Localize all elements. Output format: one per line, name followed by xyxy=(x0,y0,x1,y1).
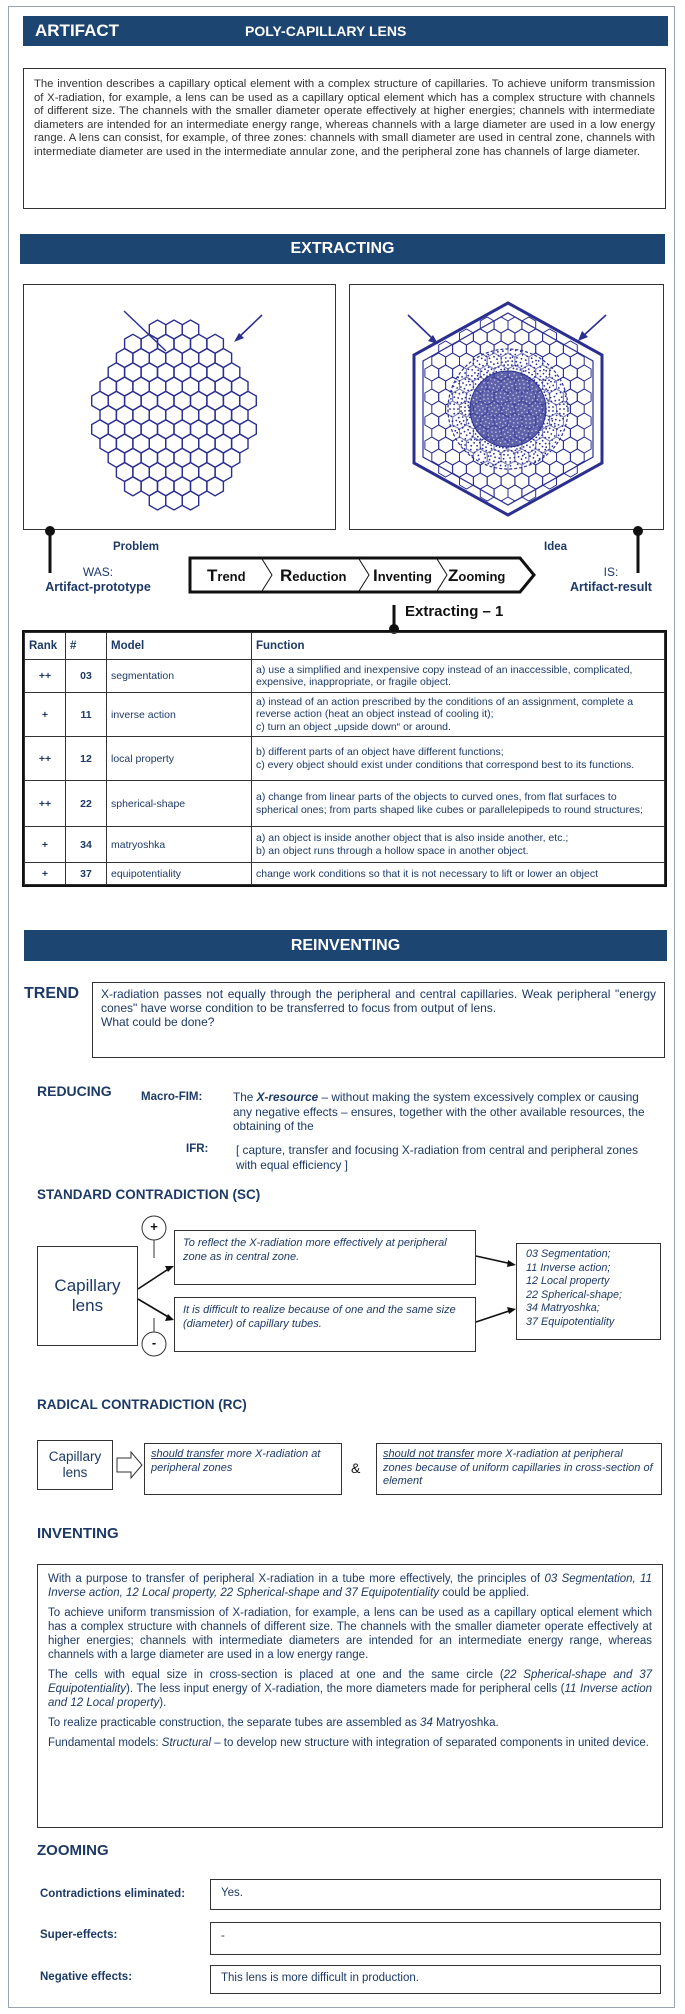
trend-question: What could be done? xyxy=(101,1015,215,1029)
macro-fim-text: The X-resource – without making the system excessively complex or causing any negative effects – ensures, together with the other available resources, the obtaining of the xyxy=(233,1090,645,1133)
was-sub: Artifact-prototype xyxy=(45,580,151,594)
intro-text: The invention describes a capillary optical element with a complex structure of capillaries. To achieve uniform transmission of X-radiation, for example, a lens can be used as a capillary optical element which has a complex structure with channels of different size. The channels with the smaller diameter operate effectively at higher energies; channels with intermediate diameters are intended for an intermediate energy range, whereas channels with a large diameter are used in a low energy range. A lens can consist, for example, of three zones: channels with small diameter are used in central zone, channels with intermediate diameter are used in the intermediate annular zone, and the peripheral zone has channels of large diameter. xyxy=(34,78,655,158)
step-inventing: Inventing xyxy=(373,566,432,585)
inventing-p5: Fundamental models: Structural – to develop new structure with integration of separated components in united device. xyxy=(48,1737,649,1749)
extracting-bar xyxy=(20,234,665,264)
zoom-value-negative: This lens is more difficult in production. xyxy=(210,1965,661,1994)
is-block xyxy=(555,565,667,594)
table-row: + 37 equipotentiality change work conditions so that it is not necessary to lift or lower an object xyxy=(25,863,665,885)
zooming-title: ZOOMING xyxy=(37,1842,109,1859)
table-row: + 34 matryoshka a) an object is inside another object that is also inside another, etc.; b) an object runs through a hollow space in another object. xyxy=(25,827,665,863)
zoom-label-negative: Negative effects: xyxy=(40,1971,133,1983)
table-row: ++ 03 segmentation a) use a simplified and inexpensive copy instead of an inaccessible, complicated, expensive, inappropriate, or fragile object. xyxy=(25,660,665,693)
sc-plus: + xyxy=(150,1219,158,1234)
reinventing-title: REINVENTING xyxy=(290,937,401,954)
trend-text: X-radiation passes not equally through the peripheral and central capillaries. Weak peripheral "energy cones" have worse condition to be transferred to focus from output of lens. xyxy=(101,987,656,1015)
sc-positive-box: To reflect the X-radiation more effectively at peripheral zone as in central zone. xyxy=(174,1230,476,1285)
col-function: Function xyxy=(252,633,665,660)
table-row: + 11 inverse action a) instead of an action prescribed by the conditions of an assignment, complete a reverse action (heat an object instead of cooling it); c) turn an object „upside down“ or around. xyxy=(25,693,665,737)
sc-minus: - xyxy=(151,1335,157,1350)
macro-fim-label: Macro-FIM: xyxy=(141,1091,203,1103)
ifr-label: IFR: xyxy=(186,1143,209,1155)
table-row: ++ 22 spherical-shape a) change from linear parts of the objects to curved ones, from flat surfaces to spherical ones; from parts shaped like cubes or parallelepipeds to round structures; xyxy=(25,781,665,827)
rc-object: Capillary lens xyxy=(48,1449,102,1480)
sc-title: STANDARD CONTRADICTION (SC) xyxy=(37,1187,261,1202)
sc-models-box: 03 Segmentation; 11 Inverse action; 12 Local property 22 Spherical-shape; 34 Matryoshka; 37 Equipotentiality xyxy=(516,1243,661,1340)
sc-negative-box: It is difficult to realize because of one and the same size (diameter) of capillary tubes. xyxy=(174,1297,476,1352)
was-block xyxy=(28,565,168,594)
zoom-label-contradictions: Contradictions eliminated: xyxy=(40,1888,186,1900)
inventing-p1: With a purpose to transfer of peripheral X-radiation in a tube more effectively, the principles of 03 Segmentation, 11 Inverse action, 12 Local property, 22 Spherical-shape and 37 Equipotentiality could be applied. xyxy=(48,1573,652,1599)
inventing-title: INVENTING xyxy=(37,1525,119,1542)
step-zooming: Zooming xyxy=(448,566,506,585)
trend-box xyxy=(92,982,665,1058)
intro-box xyxy=(23,68,666,209)
reinventing-bar xyxy=(24,930,667,961)
rc-object-box xyxy=(37,1440,113,1490)
zoom-value-super: - xyxy=(210,1922,661,1955)
extracting-label: Extracting – 1 xyxy=(405,603,504,620)
sc-object-box xyxy=(37,1246,138,1346)
is-label: IS: xyxy=(603,565,619,579)
idea-label: Idea xyxy=(544,541,568,553)
models-table-wrap xyxy=(22,630,667,887)
inventing-p3: The cells with equal size in cross-section is placed at one and the same circle (22 Spherical-shape and 37 Equipotentiality). The less input energy of X-radiation, the more diameters made for peripheral cells (11 Inverse action and 12 Local property). xyxy=(48,1669,652,1709)
reducing-label: REDUCING xyxy=(37,1083,112,1099)
table-row: ++ 12 local property b) different parts of an object have different functions; c) every object should exist under conditions that correspond best to its functions. xyxy=(25,737,665,781)
col-num: # xyxy=(66,633,107,660)
col-model: Model xyxy=(107,633,252,660)
idea-image xyxy=(349,284,664,530)
rc-amp: & xyxy=(351,1460,361,1476)
header-bar xyxy=(23,16,668,46)
inventing-p2: To achieve uniform transmission of X-radiation, for example, a lens can be used as a capillary optical element which has a complex structure with channels of different size. The channels with the smaller diameter operate effectively at higher energies; channels with intermediate diameters are intended for an intermediate energy range, whereas channels with a large diameter are used in a low energy range. xyxy=(48,1607,652,1661)
honeycomb-result xyxy=(350,285,663,529)
step-trend: Trend xyxy=(207,566,246,585)
table-header-row xyxy=(25,633,665,660)
honeycomb-prototype xyxy=(24,285,335,529)
rc-arrow-icon xyxy=(115,1450,145,1480)
rc-title: RADICAL CONTRADICTION (RC) xyxy=(37,1397,247,1412)
rc-left-box: should transfer more X-radiation at peripheral zones xyxy=(144,1443,342,1495)
zoom-value-contradictions: Yes. xyxy=(210,1879,661,1910)
artifact-label: ARTIFACT xyxy=(35,21,120,40)
inventing-box xyxy=(37,1564,663,1828)
zoom-label-super: Super-effects: xyxy=(40,1929,118,1941)
page-title: POLY-CAPILLARY LENS xyxy=(245,23,407,39)
step-reduction: Reduction xyxy=(280,566,347,585)
inventing-p4: To realize practicable construction, the separate tubes are assembled as 34 Matryoshka. xyxy=(48,1717,499,1729)
was-label: WAS: xyxy=(82,565,114,579)
col-rank: Rank xyxy=(25,633,66,660)
problem-image xyxy=(23,284,336,530)
trend-label: TREND xyxy=(24,985,80,1002)
ifr-text: [ capture, transfer and focusing X-radiation from central and peripheral zones with equal efficiency ] xyxy=(236,1143,638,1172)
rc-right-box: should not transfer more X-radiation at peripheral zones because of uniform capillaries in cross-section of element xyxy=(376,1443,662,1495)
extracting-title: EXTRACTING xyxy=(290,240,395,257)
sc-object: Capillary lens xyxy=(54,1276,121,1315)
is-sub: Artifact-result xyxy=(570,580,652,594)
models-table xyxy=(24,632,665,885)
problem-label: Problem xyxy=(113,541,160,553)
